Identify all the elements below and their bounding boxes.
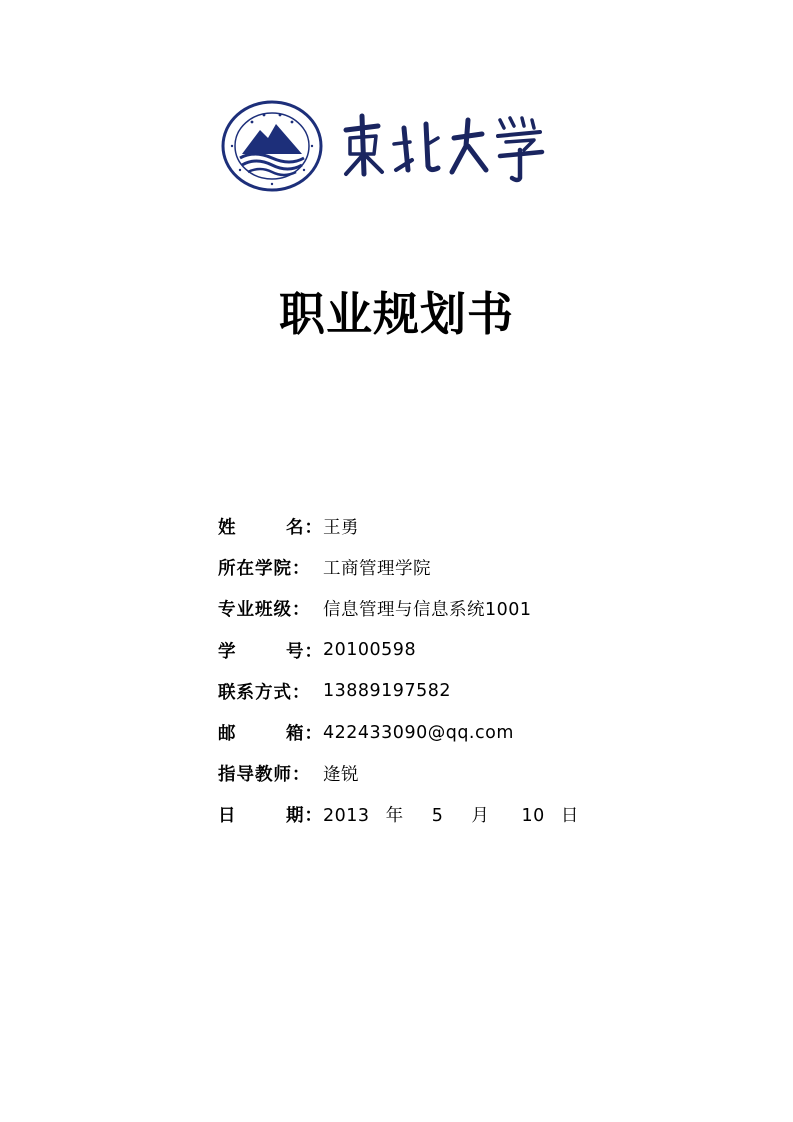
advisor-label: 指导教师： bbox=[218, 765, 311, 786]
name-label-a: 姓 bbox=[218, 518, 237, 539]
major-row bbox=[218, 588, 738, 629]
advisor-row bbox=[218, 753, 738, 794]
date-label-a: 日 bbox=[218, 806, 237, 827]
contact-label: 联系方式： bbox=[218, 682, 311, 703]
major-value: 信息管理与信息系统1001 bbox=[323, 600, 532, 621]
contact-value: 13889197582 bbox=[323, 681, 451, 702]
name-value: 王勇 bbox=[323, 518, 359, 539]
date-month-unit: 月 bbox=[471, 806, 490, 827]
university-logo bbox=[220, 100, 550, 192]
date-label bbox=[218, 802, 323, 827]
student-id-label-b: 号： bbox=[286, 641, 323, 662]
email-value: 422433090@qq.com bbox=[323, 722, 514, 743]
college-value: 工商管理学院 bbox=[323, 559, 431, 580]
email-label-a: 邮 bbox=[218, 724, 237, 745]
date-row bbox=[218, 794, 738, 835]
student-info-block bbox=[218, 506, 738, 836]
college-row bbox=[218, 547, 738, 588]
name-row bbox=[218, 506, 738, 547]
date-day-unit: 日 bbox=[560, 806, 579, 827]
date-year: 2013 bbox=[323, 806, 370, 827]
student-id-label-a: 学 bbox=[218, 641, 237, 662]
student-id-row bbox=[218, 630, 738, 671]
document-title: 职业规划书 bbox=[279, 287, 514, 341]
email-label bbox=[218, 720, 323, 745]
college-label: 所在学院： bbox=[218, 559, 311, 580]
university-calligraphy-logo bbox=[338, 108, 550, 184]
major-label: 专业班级： bbox=[218, 600, 311, 621]
name-label-b: 名： bbox=[286, 518, 323, 539]
email-row bbox=[218, 712, 738, 753]
date-month: 5 bbox=[431, 806, 444, 827]
student-id-label bbox=[218, 638, 323, 663]
date-day: 10 bbox=[521, 806, 545, 827]
email-label-b: 箱： bbox=[286, 724, 323, 745]
student-id-value: 20100598 bbox=[323, 640, 417, 661]
date-label-b: 期： bbox=[286, 806, 323, 827]
name-label bbox=[218, 514, 323, 539]
university-seal-icon bbox=[220, 100, 324, 192]
advisor-value: 逄锐 bbox=[323, 765, 359, 786]
date-value bbox=[323, 802, 579, 827]
contact-row bbox=[218, 671, 738, 712]
date-year-unit: 年 bbox=[385, 806, 404, 827]
